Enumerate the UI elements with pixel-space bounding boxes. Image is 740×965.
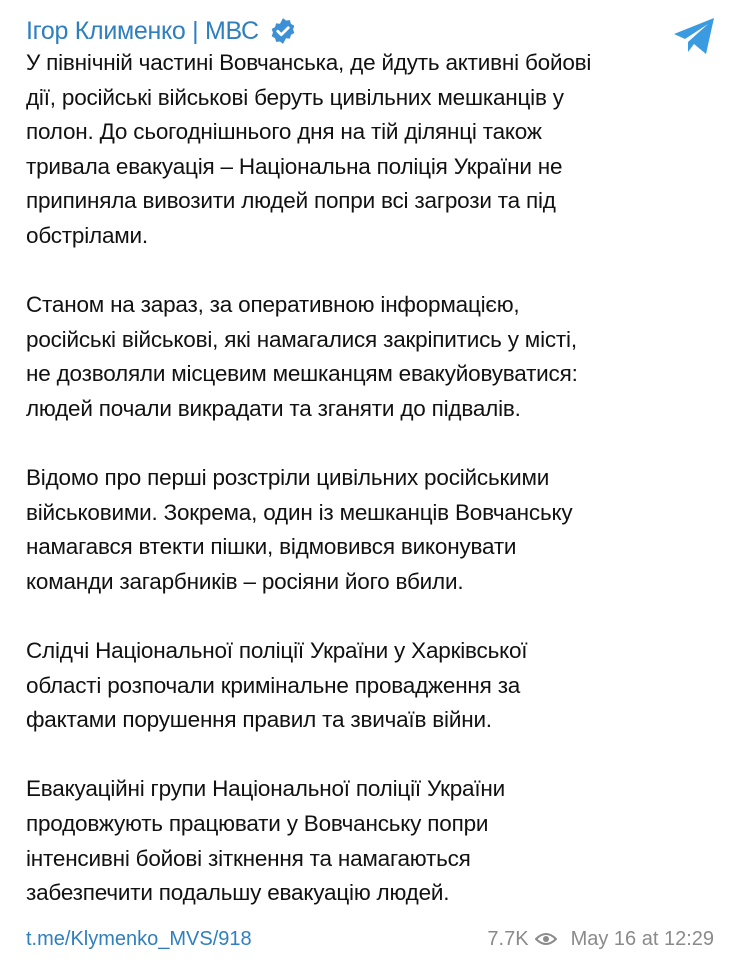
- text-line: намагався втекти пішки, відмовився виконувати: [26, 534, 517, 560]
- post-footer: [26, 926, 714, 952]
- text-line: дії, російські військові беруть цивільних мешканців у: [26, 84, 564, 110]
- paragraph: [26, 461, 726, 599]
- text-line: інтенсивні бойові зіткнення та намагаються: [26, 845, 471, 871]
- paragraph-gap: [26, 427, 726, 462]
- paragraph: [26, 772, 726, 910]
- text-line: Евакуаційні групи Національної поліції України: [26, 776, 505, 802]
- text-line: військовими. Зокрема, один із мешканців Вовчанську: [26, 499, 573, 525]
- text-line: забезпечити подальшу евакуацію людей.: [26, 880, 450, 906]
- timestamp: May 16 at 12:29: [570, 928, 714, 950]
- text-line: Станом на зараз, за оперативною інформацією,: [26, 292, 520, 318]
- paragraph-gap: [26, 738, 726, 773]
- verified-badge-icon: [269, 17, 297, 45]
- post-link[interactable]: t.me/Klymenko_MVS/918: [26, 928, 252, 950]
- text-line: полон. До сьогоднішнього дня на тій ділянці також: [26, 119, 542, 145]
- text-line: Відомо про перші розстріли цивільних російськими: [26, 465, 550, 491]
- text-line: людей почали викрадати та зганяти до підвалів.: [26, 395, 521, 421]
- text-line: У північній частині Вовчанська, де йдуть активні бойові: [26, 50, 592, 75]
- text-line: області розпочали кримінальне провадження за: [26, 672, 521, 698]
- post-header: [26, 14, 297, 48]
- text-line: продовжують працювати у Вовчанську попри: [26, 811, 489, 837]
- text-line: російські військові, які намагалися закріпитись у місті,: [26, 326, 577, 352]
- text-line: команди загарбників – росіяни його вбили.: [26, 568, 464, 594]
- paragraph-gap: [26, 600, 726, 635]
- paragraph: [26, 634, 726, 738]
- text-line: не дозволяли місцевим мешканцям евакуйовуватися:: [26, 361, 578, 387]
- text-line: тривала евакуація – Національна поліція України не: [26, 153, 563, 179]
- paragraph: [26, 46, 726, 254]
- paragraph: [26, 288, 726, 426]
- channel-name[interactable]: Ігор Клименко | МВС: [26, 17, 259, 45]
- eye-icon: [535, 931, 557, 947]
- view-count: 7.7K: [487, 928, 529, 950]
- text-line: фактами порушення правил та звичаїв війни.: [26, 707, 492, 733]
- paragraph-gap: [26, 254, 726, 289]
- post-text: [26, 46, 726, 911]
- text-line: припиняла вивозити людей попри всі загрози та під: [26, 188, 556, 214]
- post-meta: [487, 926, 714, 952]
- text-line: Слідчі Національної поліції України у Харківської: [26, 638, 528, 664]
- text-line: обстрілами.: [26, 222, 148, 248]
